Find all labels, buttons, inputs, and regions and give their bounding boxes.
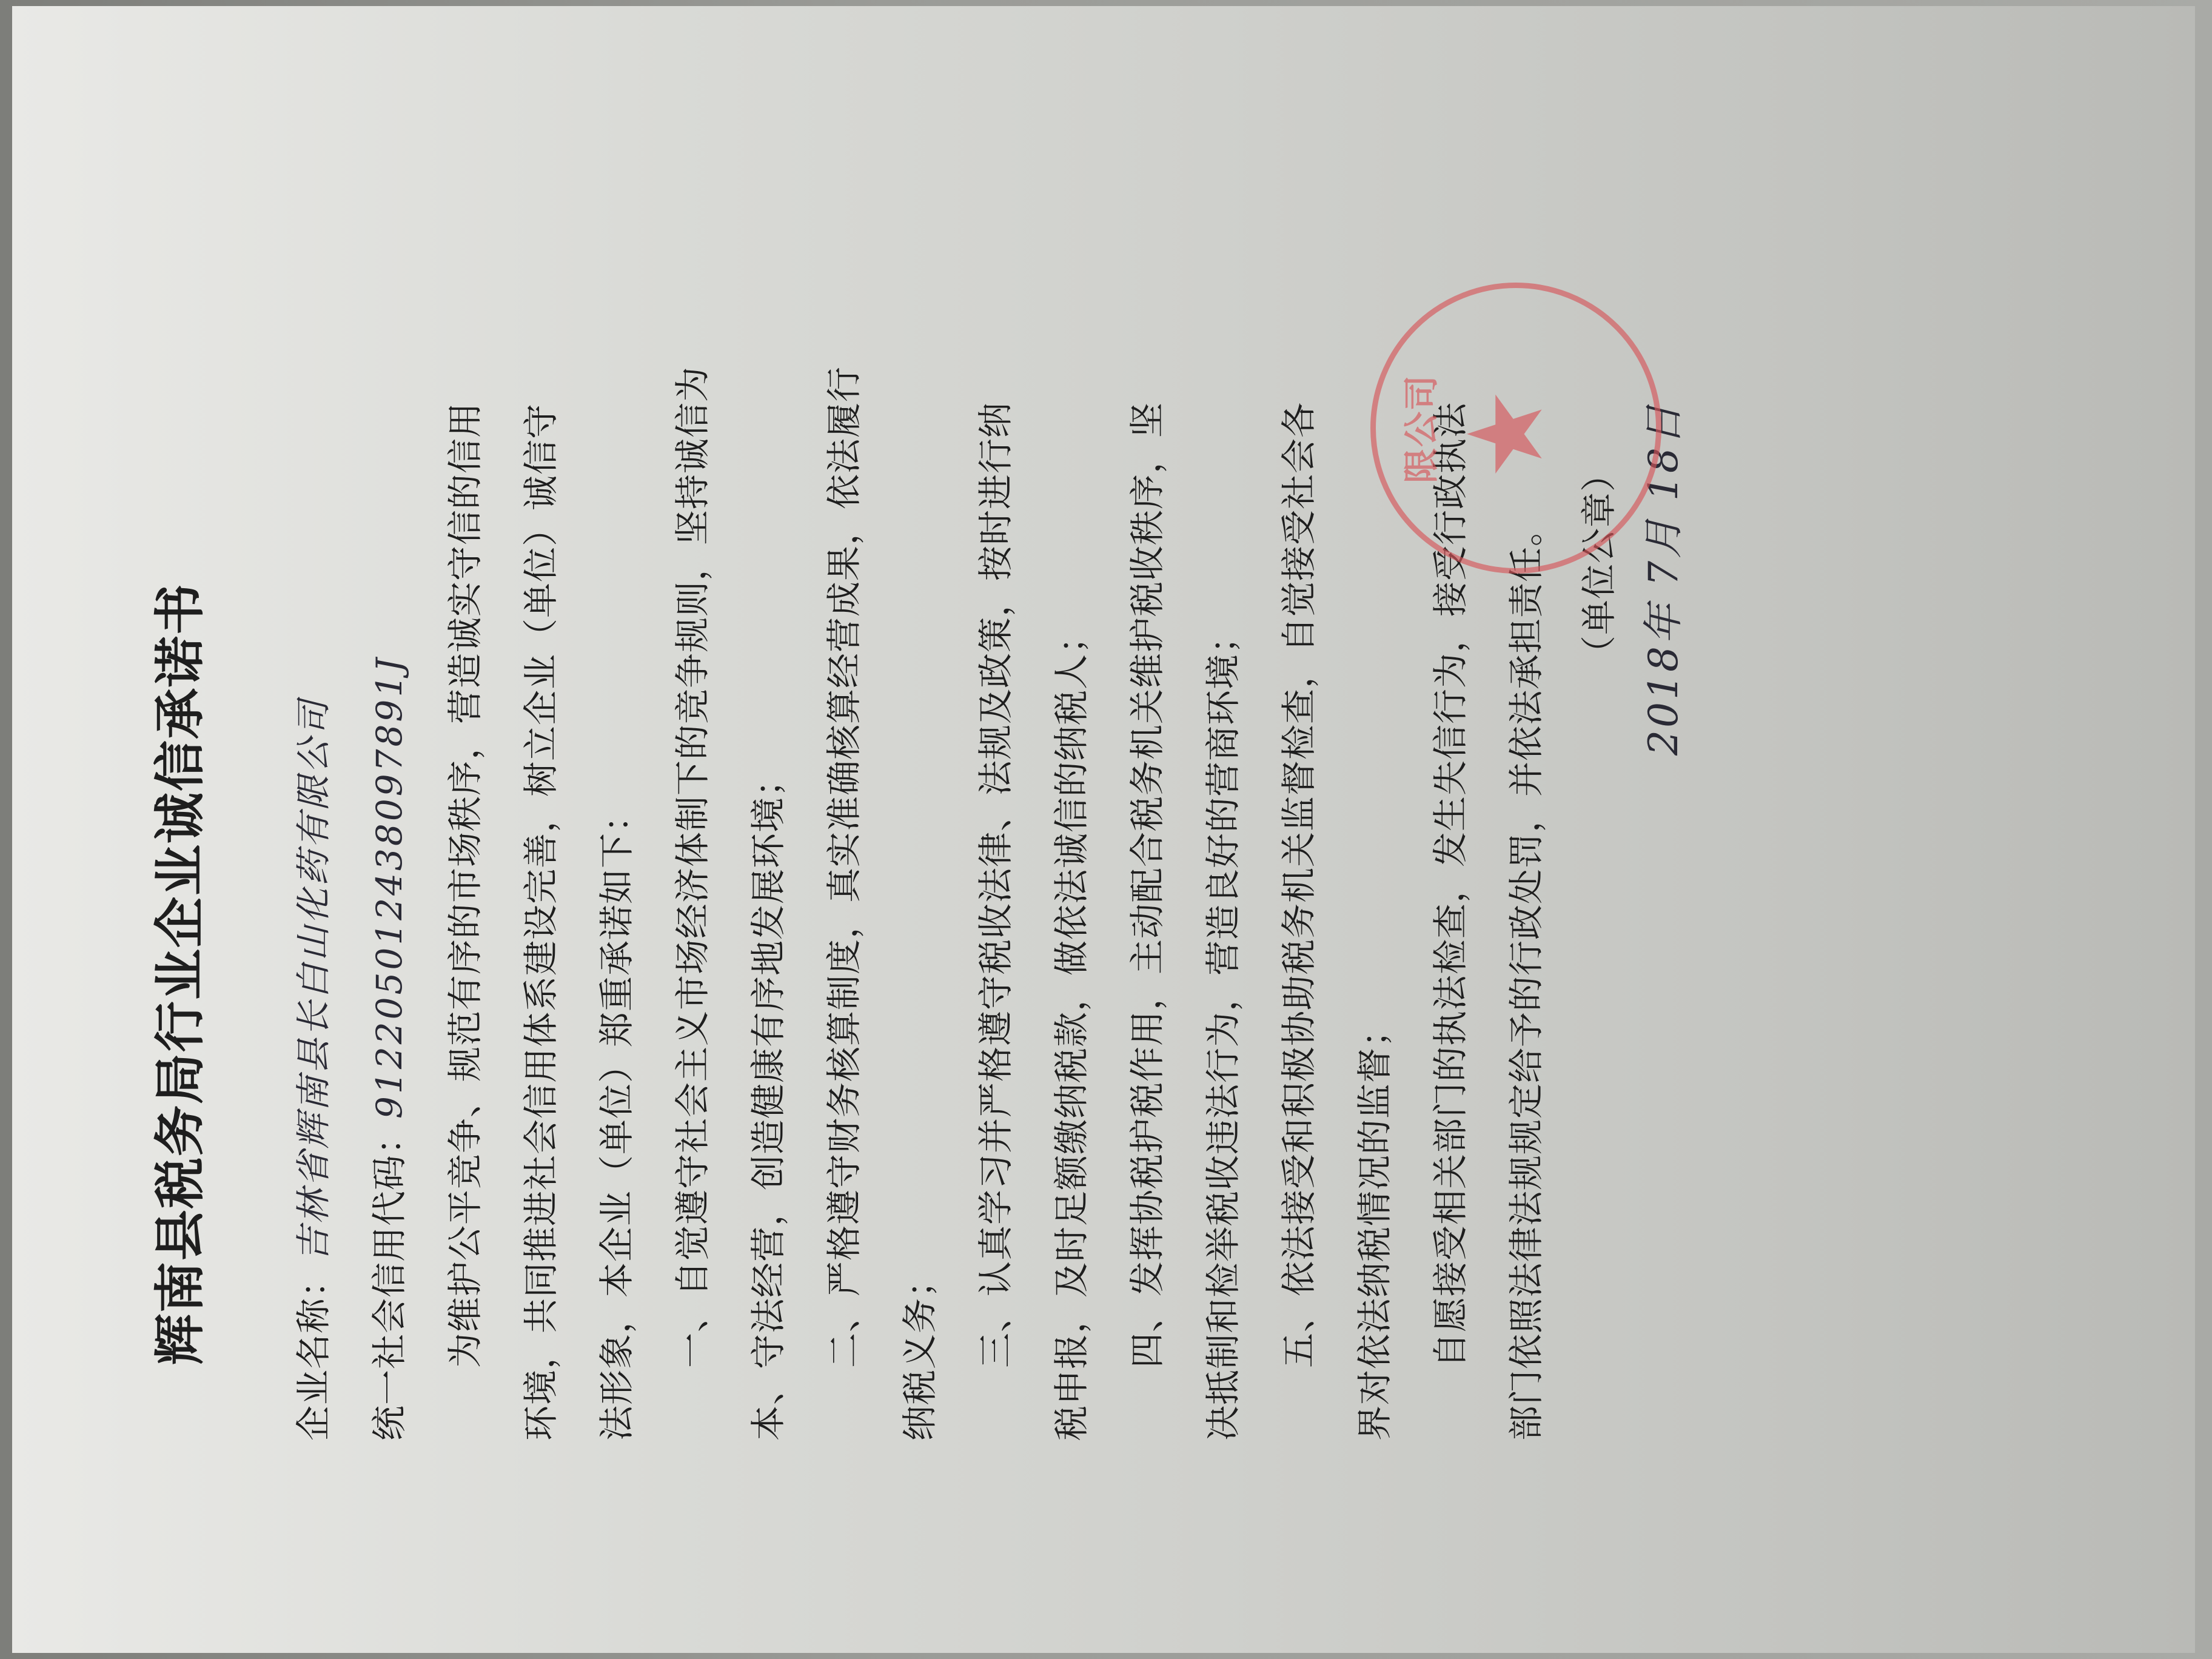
item-2-line-1: 二、严格遵守财务核算制度，真实准确核算经营成果，依法履行 (823, 366, 865, 1368)
seal-star-icon: ★ (1446, 387, 1566, 480)
item-3-line-2: 税申报，及时足额缴纳税款，做依法诚信的纳税人； (1051, 617, 1092, 1441)
document-content (36, 64, 2159, 1641)
company-name-label: 企业名称： (293, 1261, 334, 1441)
intro-line-3: 法形象，本企业（单位）郑重承诺如下： (596, 796, 637, 1441)
company-name-handwritten: 吉林省辉南县长白山化药有限公司 (293, 697, 334, 1262)
seal-label: （单位公章） (1578, 455, 1620, 671)
company-name-row (285, 698, 336, 1441)
signing-date: 2018年 7月 18日 (1640, 403, 1687, 756)
item-4-line-2: 决抵制和检举税收违法行为，营造良好的营商环境； (1202, 617, 1244, 1441)
credit-code-handwritten: 912205012438097891J (369, 655, 410, 1119)
item-4-line-1: 四、发挥协税护税作用，主动配合税务机关维护税收秩序，坚 (1127, 401, 1168, 1368)
item-5-line-2: 界对依法纳税情况的监督； (1354, 1011, 1395, 1441)
document-title: 辉南县税务局行业企业诚信承诺书 (150, 583, 210, 1366)
item-1-line-2: 本、守法经营，创造健康有序地发展环境； (748, 760, 789, 1441)
closing-line-2: 部门依照法律法规规定给予的行政处罚，并依法承担责任。 (1506, 510, 1547, 1441)
item-5-line-1: 五、依法接受和积极协助税务机关监督检查，自觉接受社会各 (1278, 401, 1319, 1368)
closing-line-1: 自愿接受相关部门的执法检查，发生失信行为，接受行政执法 (1430, 401, 1471, 1368)
company-seal-text: 限公司 (1401, 374, 1442, 484)
item-1-line-1: 一、自觉遵守社会主义市场经济体制下的竞争规则，坚持诚信为 (672, 366, 713, 1368)
intro-line-2: 环境，共同推进社会信用体系建设完善，树立企业（单位）诚信守 (520, 403, 561, 1441)
credit-code-label: 统一社会信用代码： (369, 1118, 410, 1441)
paper-sheet (12, 6, 2195, 1653)
intro-line-1: 为维护公平竞争、规范有序的市场秩序，营造诚实守信的信用 (444, 401, 486, 1368)
item-3-line-1: 三、认真学习并严格遵守税收法律、法规及政策，按时进行纳 (975, 401, 1016, 1368)
company-seal (1370, 283, 1661, 574)
item-2-line-2: 纳税义务； (899, 1261, 940, 1441)
credit-code-row (361, 656, 412, 1441)
